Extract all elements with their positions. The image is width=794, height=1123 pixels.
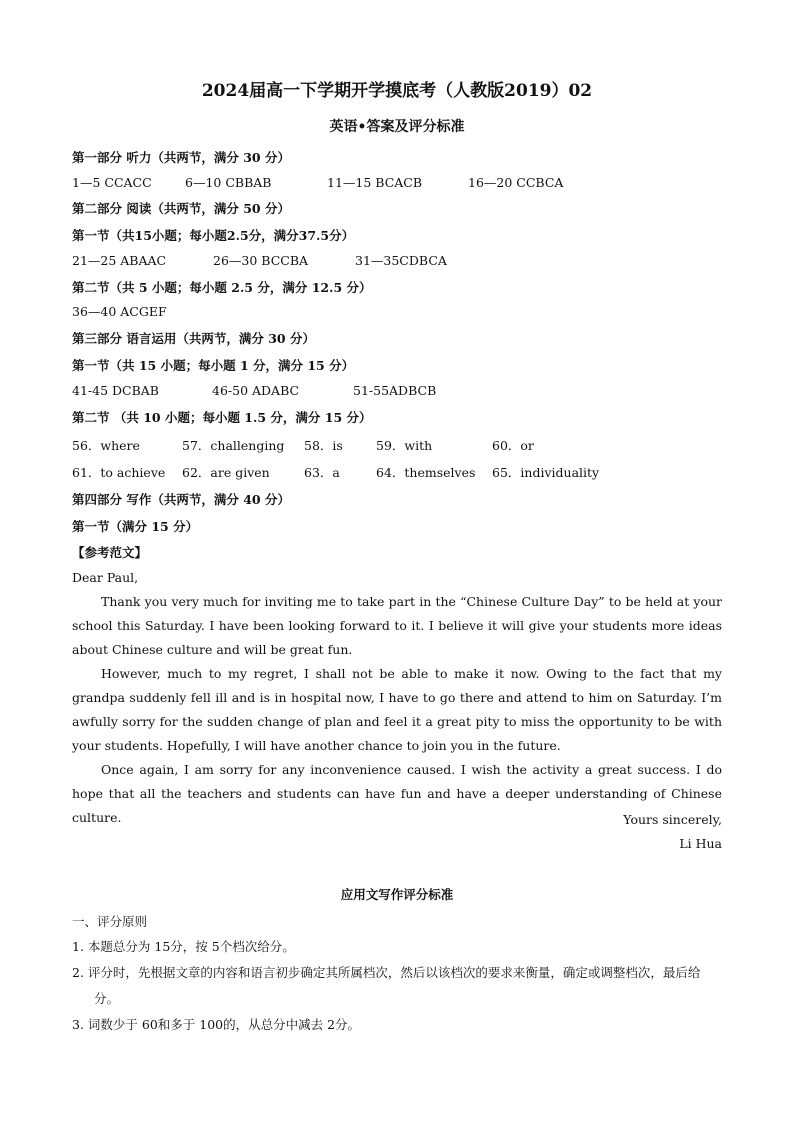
grading-item: 2. 评分时，先根据文章的内容和语言初步确定其所属档次，然后以该档次的要求来衡量，确定或调整档次，最后给分。 (72, 965, 701, 1006)
cloze-answer: 59．with (376, 438, 433, 453)
page-subtitle: 英语•答案及评分标准 (329, 119, 465, 135)
letter-paragraph: However, much to my regret, I shall not be able to make it now. Owing to the fact that my grandpa suddenly fell ill and is in hospital now, I have to go there and attend to him on Saturday. I’m awfully sorry for the sudden change of plan and feel it a great pity to miss the opportunity to be with your students. Hopefully, I will have another chance to join you in the future. (72, 666, 722, 753)
part2-section1-answers (72, 253, 447, 268)
part3-section1-answers (72, 383, 436, 398)
part3-heading: 第三部分 语言运用（共两节，满分 30 分） (72, 331, 315, 346)
grading-items (72, 934, 724, 1038)
letter-closing: Yours sincerely, (623, 812, 722, 827)
answer-group: 41-45 DCBAB (72, 383, 159, 398)
letter-salutation: Dear Paul, (72, 570, 139, 585)
part1-answers (72, 175, 563, 190)
answer-group: 46-50 ADABC (212, 383, 300, 398)
part3-section2-row2 (72, 463, 599, 481)
grading-title: 应用文写作评分标准 (340, 887, 454, 902)
grading-principles-heading: 一、评分原则 (72, 914, 148, 929)
cloze-answer: 63．a (304, 465, 340, 480)
letter-signature: Li Hua (679, 836, 722, 851)
cloze-answer: 57．challenging (182, 438, 285, 453)
cloze-answer: 56．where (72, 438, 140, 453)
answer-group: 51-55ADBCB (353, 383, 437, 398)
page-title: 2024届高一下学期开学摸底考（人教版2019）02 (201, 81, 593, 101)
cloze-answer: 60．or (492, 438, 534, 453)
part3-section1-heading: 第一节（共 15 小题；每小题 1 分，满分 15 分） (72, 358, 355, 373)
part4-heading: 第四部分 写作（共两节，满分 40 分） (72, 492, 290, 507)
answer-group: 26—30 BCCBA (213, 253, 309, 268)
grading-item: 1. 本题总分为 15分，按 5个档次给分。 (72, 939, 295, 954)
part3-section2-heading: 第二节 （共 10 小题；每小题 1.5 分，满分 15 分） (72, 410, 372, 425)
part2-section2-heading: 第二节（共 5 小题；每小题 2.5 分，满分 12.5 分） (72, 280, 372, 295)
letter-paragraph: Thank you very much for inviting me to take part in the “Chinese Culture Day” to be held at your school this Saturday. I have been looking forward to it. I believe it will give your students more ideas about Chinese culture and will be great fun. (72, 594, 722, 657)
cloze-answer: 58．is (304, 438, 343, 453)
part2-section1-heading: 第一节（共15小题；每小题2.5分，满分37.5分） (72, 228, 355, 243)
cloze-answer: 64．themselves (376, 465, 476, 480)
cloze-answer: 61．to achieve (72, 465, 166, 480)
answer-group: 16—20 CCBCA (468, 175, 564, 190)
part3-section2-row1 (72, 436, 534, 454)
answer-group: 21—25 ABAAC (72, 253, 167, 268)
letter-paragraph: Once again, I am sorry for any inconvenience caused. I wish the activity a great success. I do hope that all the teachers and students can have fun and have a deeper understanding of Chinese culture. (72, 762, 722, 825)
answer-group: 1—5 CCACC (72, 175, 152, 190)
grading-item: 3. 词数少于 60和多于 100的，从总分中减去 2分。 (72, 1017, 361, 1032)
part2-section2-answers: 36—40 ACGEF (72, 304, 167, 319)
cloze-answer: 62．are given (182, 465, 270, 480)
part4-section1-heading: 第一节（满分 15 分） (72, 519, 199, 534)
sample-essay-label: 【参考范文】 (72, 545, 148, 560)
letter-body (72, 590, 722, 830)
answer-group: 11—15 BCACB (327, 175, 423, 190)
answer-group: 31—35CDBCA (355, 253, 447, 268)
cloze-answer: 65．individuality (492, 465, 600, 480)
part2-heading: 第二部分 阅读（共两节，满分 50 分） (72, 201, 290, 216)
part1-heading: 第一部分 听力（共两节，满分 30 分） (72, 150, 290, 165)
answer-group: 6—10 CBBAB (185, 175, 272, 190)
